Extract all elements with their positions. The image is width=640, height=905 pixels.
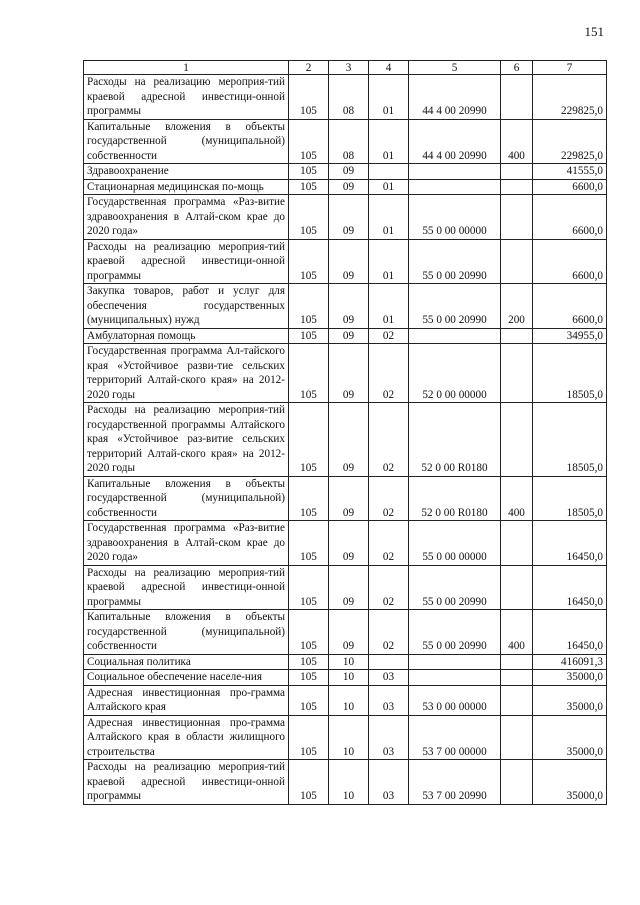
table-body [84, 75, 607, 805]
cell-target-code [409, 179, 501, 195]
cell-chapter: 09 [329, 565, 369, 610]
table-row [84, 685, 607, 715]
cell-name: Расходы на реализацию мероприя-тий краевой адресной инвестици-онной программы [84, 760, 289, 805]
cell-subsection: 02 [369, 344, 409, 403]
table-row [84, 284, 607, 329]
cell-amount: 35000,0 [533, 670, 607, 686]
cell-name: Расходы на реализацию мероприя-тий государственной программы Алтайского края «Устойчивое раз-витие сельских территорий Алтай-ского края» на 2012-2020 годы [84, 403, 289, 477]
cell-subsection [369, 164, 409, 180]
cell-name: Адресная инвестиционная про-грамма Алтайского края [84, 685, 289, 715]
cell-target-code: 55 0 00 00000 [409, 521, 501, 566]
cell-amount: 35000,0 [533, 760, 607, 805]
cell-amount: 18505,0 [533, 476, 607, 521]
cell-target-code: 52 0 00 00000 [409, 344, 501, 403]
cell-expense-type [501, 654, 533, 670]
cell-name: Капитальные вложения в объекты государственной (муниципальной) собственности [84, 119, 289, 164]
cell-name: Расходы на реализацию мероприя-тий краевой адресной инвестици-онной программы [84, 565, 289, 610]
cell-name: Расходы на реализацию мероприя-тий краевой адресной инвестици-онной программы [84, 75, 289, 120]
cell-expense-type [501, 521, 533, 566]
table-row [84, 239, 607, 284]
cell-amount: 229825,0 [533, 119, 607, 164]
cell-subsection: 02 [369, 610, 409, 655]
cell-amount: 16450,0 [533, 521, 607, 566]
cell-target-code: 55 0 00 20990 [409, 610, 501, 655]
cell-amount: 6600,0 [533, 195, 607, 240]
cell-subsection: 03 [369, 760, 409, 805]
table-row [84, 119, 607, 164]
cell-target-code: 44 4 00 20990 [409, 75, 501, 120]
cell-subsection: 02 [369, 476, 409, 521]
cell-target-code: 55 0 00 20990 [409, 239, 501, 284]
cell-name: Закупка товаров, работ и услуг для обеспечения государственных (муниципальных) нужд [84, 284, 289, 329]
cell-expense-type: 400 [501, 610, 533, 655]
cell-chapter: 10 [329, 760, 369, 805]
cell-name: Расходы на реализацию мероприя-тий краевой адресной инвестици-онной программы [84, 239, 289, 284]
cell-expense-type: 200 [501, 284, 533, 329]
table-row [84, 715, 607, 760]
cell-name: Амбулаторная помощь [84, 328, 289, 344]
cell-chapter: 10 [329, 654, 369, 670]
table-row [84, 344, 607, 403]
cell-expense-type [501, 179, 533, 195]
cell-expense-type [501, 670, 533, 686]
cell-name: Социальное обеспечение населе-ния [84, 670, 289, 686]
cell-expense-type [501, 403, 533, 477]
cell-name: Государственная программа «Раз-витие здравоохранения в Алтай-ском крае до 2020 года» [84, 195, 289, 240]
cell-section: 105 [289, 75, 329, 120]
cell-expense-type [501, 328, 533, 344]
cell-chapter: 09 [329, 610, 369, 655]
cell-amount: 16450,0 [533, 565, 607, 610]
cell-section: 105 [289, 565, 329, 610]
table-row [84, 75, 607, 120]
cell-section: 105 [289, 119, 329, 164]
cell-target-code: 55 0 00 20990 [409, 284, 501, 329]
cell-target-code: 52 0 00 R0180 [409, 403, 501, 477]
cell-target-code: 53 7 00 00000 [409, 715, 501, 760]
cell-subsection: 01 [369, 75, 409, 120]
page-number: 151 [584, 24, 604, 39]
cell-amount: 35000,0 [533, 685, 607, 715]
cell-target-code [409, 670, 501, 686]
header-cell-6: 6 [501, 61, 533, 75]
cell-chapter: 09 [329, 476, 369, 521]
cell-chapter: 09 [329, 403, 369, 477]
cell-section: 105 [289, 195, 329, 240]
header-cell-4: 4 [369, 61, 409, 75]
cell-expense-type: 400 [501, 119, 533, 164]
cell-section: 105 [289, 521, 329, 566]
cell-amount: 16450,0 [533, 610, 607, 655]
table-row [84, 476, 607, 521]
table-row [84, 403, 607, 477]
cell-expense-type [501, 195, 533, 240]
cell-chapter: 10 [329, 685, 369, 715]
cell-section: 105 [289, 179, 329, 195]
cell-section: 105 [289, 403, 329, 477]
cell-target-code: 44 4 00 20990 [409, 119, 501, 164]
header-cell-1: 1 [84, 61, 289, 75]
table-row [84, 610, 607, 655]
cell-target-code [409, 164, 501, 180]
cell-amount: 18505,0 [533, 344, 607, 403]
cell-section: 105 [289, 164, 329, 180]
cell-name: Государственная программа «Раз-витие здравоохранения в Алтай-ском крае до 2020 года» [84, 521, 289, 566]
cell-target-code: 53 7 00 20990 [409, 760, 501, 805]
table-row [84, 328, 607, 344]
cell-amount: 35000,0 [533, 715, 607, 760]
cell-target-code: 55 0 00 20990 [409, 565, 501, 610]
cell-amount: 6600,0 [533, 239, 607, 284]
table-row [84, 565, 607, 610]
cell-amount: 229825,0 [533, 75, 607, 120]
cell-target-code [409, 328, 501, 344]
cell-expense-type [501, 344, 533, 403]
cell-subsection: 02 [369, 403, 409, 477]
cell-section: 105 [289, 344, 329, 403]
cell-section: 105 [289, 284, 329, 329]
cell-amount: 6600,0 [533, 284, 607, 329]
cell-chapter: 09 [329, 284, 369, 329]
cell-name: Стационарная медицинская по-мощь [84, 179, 289, 195]
cell-name: Здравоохранение [84, 164, 289, 180]
cell-section: 105 [289, 670, 329, 686]
cell-expense-type [501, 715, 533, 760]
cell-expense-type [501, 760, 533, 805]
cell-section: 105 [289, 239, 329, 284]
cell-subsection: 01 [369, 284, 409, 329]
table-row [84, 670, 607, 686]
cell-name: Социальная политика [84, 654, 289, 670]
cell-section: 105 [289, 760, 329, 805]
cell-subsection: 01 [369, 179, 409, 195]
cell-amount: 6600,0 [533, 179, 607, 195]
cell-expense-type [501, 75, 533, 120]
cell-section: 105 [289, 685, 329, 715]
cell-subsection: 03 [369, 685, 409, 715]
table-row [84, 654, 607, 670]
cell-section: 105 [289, 328, 329, 344]
table-row [84, 195, 607, 240]
cell-name: Государственная программа Ал-тайского края «Устойчивое разви-тие сельских территорий Алтай-ского края» на 2012-2020 годы [84, 344, 289, 403]
table-row [84, 164, 607, 180]
cell-section: 105 [289, 654, 329, 670]
cell-section: 105 [289, 476, 329, 521]
cell-section: 105 [289, 715, 329, 760]
cell-subsection: 01 [369, 195, 409, 240]
cell-chapter: 09 [329, 179, 369, 195]
cell-expense-type [501, 565, 533, 610]
cell-amount: 41555,0 [533, 164, 607, 180]
cell-chapter: 08 [329, 119, 369, 164]
cell-amount: 18505,0 [533, 403, 607, 477]
cell-target-code: 53 0 00 00000 [409, 685, 501, 715]
budget-table [83, 60, 607, 805]
cell-chapter: 09 [329, 164, 369, 180]
cell-expense-type [501, 239, 533, 284]
header-cell-2: 2 [289, 61, 329, 75]
cell-chapter: 09 [329, 344, 369, 403]
table-header [84, 61, 607, 75]
cell-expense-type [501, 685, 533, 715]
header-cell-7: 7 [533, 61, 607, 75]
table-row [84, 179, 607, 195]
cell-chapter: 10 [329, 670, 369, 686]
header-cell-3: 3 [329, 61, 369, 75]
table-row [84, 521, 607, 566]
cell-name: Адресная инвестиционная про-грамма Алтайского края в области жилищного строительства [84, 715, 289, 760]
cell-expense-type: 400 [501, 476, 533, 521]
cell-target-code: 55 0 00 00000 [409, 195, 501, 240]
cell-expense-type [501, 164, 533, 180]
cell-subsection: 02 [369, 328, 409, 344]
cell-subsection: 03 [369, 715, 409, 760]
cell-chapter: 08 [329, 75, 369, 120]
cell-section: 105 [289, 610, 329, 655]
cell-chapter: 09 [329, 521, 369, 566]
cell-target-code: 52 0 00 R0180 [409, 476, 501, 521]
cell-chapter: 09 [329, 239, 369, 284]
header-cell-5: 5 [409, 61, 501, 75]
cell-subsection: 02 [369, 521, 409, 566]
cell-chapter: 10 [329, 715, 369, 760]
cell-name: Капитальные вложения в объекты государственной (муниципальной) собственности [84, 476, 289, 521]
cell-target-code [409, 654, 501, 670]
cell-name: Капитальные вложения в объекты государственной (муниципальной) собственности [84, 610, 289, 655]
header-row [84, 61, 607, 75]
cell-subsection: 03 [369, 670, 409, 686]
cell-chapter: 09 [329, 195, 369, 240]
table-row [84, 760, 607, 805]
cell-subsection [369, 654, 409, 670]
cell-subsection: 01 [369, 119, 409, 164]
cell-amount: 34955,0 [533, 328, 607, 344]
cell-subsection: 01 [369, 239, 409, 284]
cell-subsection: 02 [369, 565, 409, 610]
cell-chapter: 09 [329, 328, 369, 344]
cell-amount: 416091,3 [533, 654, 607, 670]
